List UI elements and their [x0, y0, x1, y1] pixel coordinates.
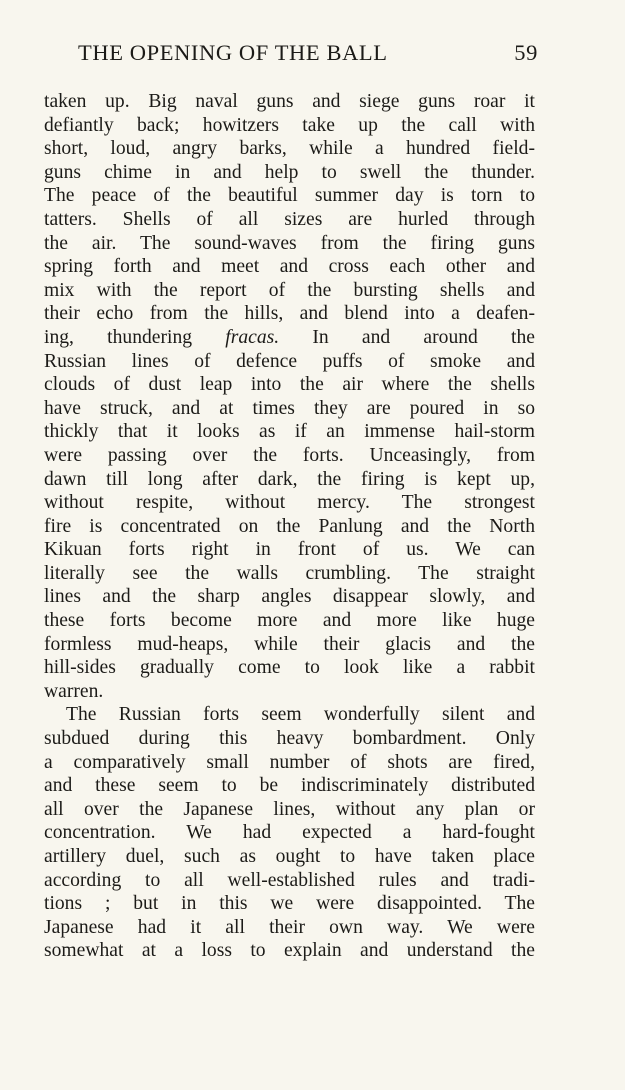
text-line: hill-sides gradually come to look like a rabbit	[44, 657, 535, 679]
text-line: taken up. Big naval guns and siege guns roar it	[44, 91, 535, 112]
text-line: dawn till long after dark, the firing is kept up,	[44, 468, 535, 490]
text-line: artillery duel, such as ought to have taken place	[44, 846, 535, 867]
text-line: thickly that it looks as if an immense hail-storm	[44, 421, 535, 443]
paragraph-start-line: The Russian forts seem wonderfully silent and	[66, 704, 535, 726]
text-line: The peace of the beautiful summer day is torn to	[44, 185, 535, 207]
text-line: their echo from the hills, and blend into a deafen-	[44, 303, 535, 325]
text-line: these forts become more and more like huge	[44, 610, 535, 632]
text-line: Japanese had it all their own way. We were	[44, 916, 535, 938]
italic-word: fracas.	[225, 326, 280, 348]
text-line: subdued during this heavy bombardment. Only	[44, 728, 535, 750]
text-line: literally see the walls crumbling. The straight	[44, 562, 535, 584]
text-line	[44, 326, 535, 350]
text-line: short, loud, angry barks, while a hundred field-	[44, 138, 535, 160]
body-text	[44, 90, 535, 963]
text-line: have struck, and at times they are poured in so	[44, 397, 535, 419]
text-line: clouds of dust leap into the air where the shells	[44, 374, 535, 396]
text-line: spring forth and meet and cross each other and	[44, 256, 535, 278]
text-line: somewhat at a loss to explain and understand the	[44, 940, 535, 962]
text-line: and these seem to be indiscriminately distributed	[44, 775, 535, 797]
text-line: Kikuan forts right in front of us. We can	[44, 539, 535, 561]
chapter-title: THE OPENING OF THE BALL	[78, 40, 388, 65]
text-line: were passing over the forts. Unceasingly, from	[44, 444, 535, 466]
text-line: the air. The sound-waves from the firing guns	[44, 232, 535, 254]
text-line: a comparatively small number of shots are fired,	[44, 751, 535, 773]
text-line: guns chime in and help to swell the thunder.	[44, 161, 535, 183]
text-segment: ing, thundering	[44, 326, 226, 348]
page-number: 59	[514, 40, 538, 65]
text-line: defiantly back; howitzers take up the call with	[44, 114, 535, 136]
running-head	[78, 40, 538, 66]
text-line: tions ; but in this we were disappointed. The	[44, 893, 535, 915]
text-line: mix with the report of the bursting shells and	[44, 279, 535, 301]
text-line: without respite, without mercy. The strongest	[44, 492, 535, 514]
text-line: formless mud-heaps, while their glacis and the	[44, 633, 535, 655]
paragraph-end-line: warren.	[44, 680, 104, 702]
text-segment: In and around the	[279, 326, 535, 348]
text-line: fire is concentrated on the Panlung and the North	[44, 515, 535, 537]
text-line: tatters. Shells of all sizes are hurled through	[44, 208, 535, 230]
text-line: all over the Japanese lines, without any plan or	[44, 798, 535, 820]
text-line: concentration. We had expected a hard-fought	[44, 822, 535, 844]
text-line: according to all well-established rules and tradi-	[44, 869, 535, 891]
text-line: Russian lines of defence puffs of smoke and	[44, 350, 535, 372]
text-line: lines and the sharp angles disappear slowly, and	[44, 586, 535, 608]
